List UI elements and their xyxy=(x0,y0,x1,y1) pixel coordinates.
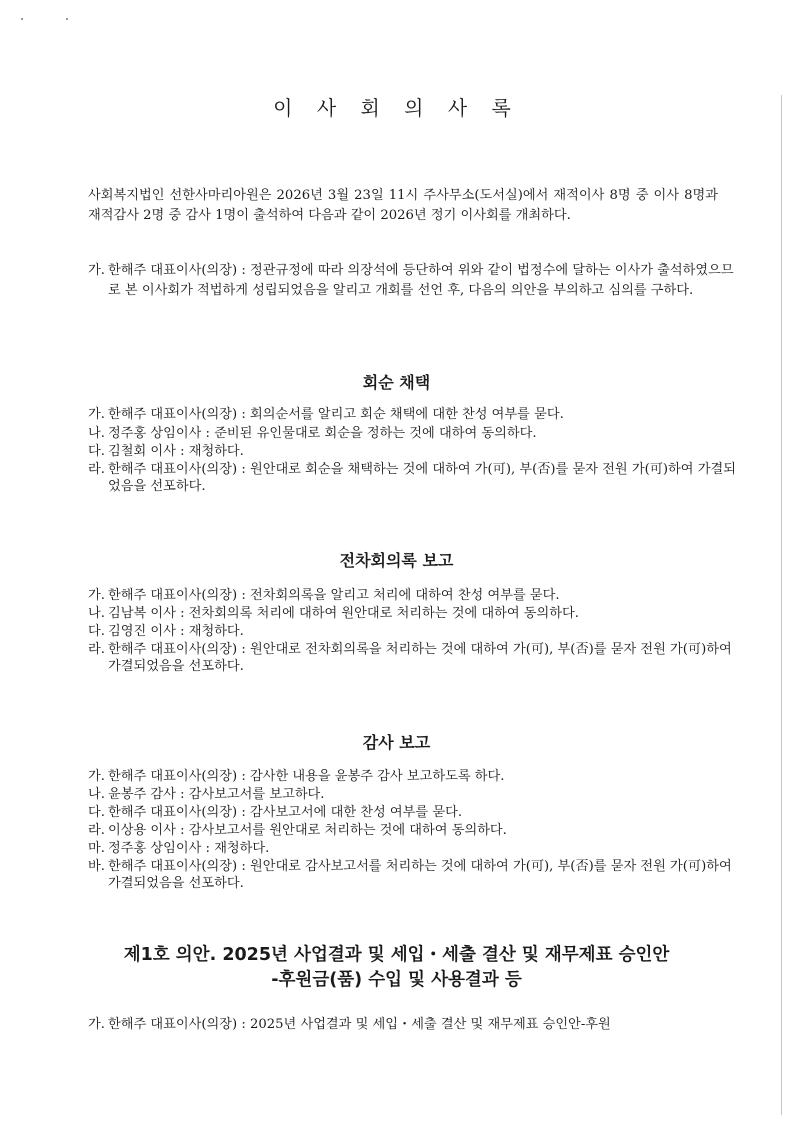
item-marker: 나. xyxy=(88,606,105,621)
item-marker: 라. xyxy=(88,462,105,477)
item-marker: 가. xyxy=(88,263,105,278)
item-marker: 나. xyxy=(88,426,105,441)
item-text: 한해주 대표이사(의장) : 원안대로 전차회의록을 처리하는 것에 대하여 가(可), 부(否)를 묻자 전원 가(可)하여 가결되었음을 선포하다. xyxy=(108,642,732,674)
item-text: 김철회 이사 : 재청하다. xyxy=(108,444,244,459)
list-item xyxy=(88,768,738,785)
list-item xyxy=(88,623,738,640)
intro-paragraph: 사회복지법인 선한사마리아원은 2026년 3월 23일 11시 주사무소(도서실)에서 재적이사 8명 중 이사 8명과 재적감사 2명 중 감사 1명이 출석하여 다음과 같이 2026년 정기 이사회를 개최하다. xyxy=(88,188,718,223)
item-text: 정주홍 상임이사 : 준비된 유인물대로 회순을 정하는 것에 대하여 동의하다. xyxy=(108,426,537,441)
list-item xyxy=(88,641,738,675)
item-text: 정주홍 상임이사 : 재청하다. xyxy=(108,841,270,856)
list-item xyxy=(88,443,738,460)
item-text: 한해주 대표이사(의장) : 감사보고서에 대한 찬성 여부를 묻다. xyxy=(108,805,463,820)
opening-item xyxy=(88,261,738,301)
item-marker: 나. xyxy=(88,787,105,802)
scan-dot xyxy=(66,18,68,20)
item-marker: 라. xyxy=(88,642,105,657)
list-item xyxy=(88,804,738,821)
item-marker: 가. xyxy=(88,1017,105,1032)
list-item xyxy=(88,461,738,495)
item-marker: 라. xyxy=(88,823,105,838)
list-item xyxy=(88,605,738,622)
list-item xyxy=(88,786,738,803)
agenda-heading-line1: 제1호 의안. 2025년 사업결과 및 세입・세출 결산 및 재무제표 승인안 xyxy=(123,945,670,965)
item-marker: 다. xyxy=(88,444,105,459)
list-item xyxy=(88,822,738,839)
item-marker: 마. xyxy=(88,841,105,856)
item-text: 한해주 대표이사(의장) : 원안대로 회순을 채택하는 것에 대하여 가(可), 부(否)를 묻자 전원 가(可)하여 가결되었음을 선포하다. xyxy=(108,462,736,494)
scan-dot xyxy=(21,18,23,20)
item-text: 한해주 대표이사(의장) : 2025년 사업결과 및 세입・세출 결산 및 재무제표 승인안-후원 xyxy=(108,1017,611,1032)
list-item xyxy=(88,1016,738,1033)
list-item xyxy=(88,858,738,892)
item-marker: 가. xyxy=(88,407,105,422)
list-item xyxy=(88,587,738,604)
item-text: 한해주 대표이사(의장) : 원안대로 감사보고서를 처리하는 것에 대하여 가(可), 부(否)를 묻자 전원 가(可)하여 가결되었음을 선포하다. xyxy=(108,859,732,891)
section-heading: 회순 채택 xyxy=(362,373,431,392)
item-marker: 가. xyxy=(88,588,105,603)
item-text: 한해주 대표이사(의장) : 감사한 내용을 윤봉주 감사 보고하도록 하다. xyxy=(108,769,505,784)
section-heading: 전차회의록 보고 xyxy=(339,551,454,570)
item-text: 김영진 이사 : 재청하다. xyxy=(108,624,244,639)
item-marker: 가. xyxy=(88,769,105,784)
agenda-heading-line2: -후원금(품) 수입 및 사용결과 등 xyxy=(271,970,522,990)
list-item xyxy=(88,425,738,442)
list-item xyxy=(88,840,738,857)
item-text: 한해주 대표이사(의장) : 전차회의록을 알리고 처리에 대하여 찬성 여부를 묻다. xyxy=(108,588,560,603)
document-title: 이 사 회 의 사 록 xyxy=(273,96,520,120)
section-heading: 감사 보고 xyxy=(362,733,431,752)
item-marker: 다. xyxy=(88,624,105,639)
list-item xyxy=(88,406,738,423)
item-text: 한해주 대표이사(의장) : 회의순서를 알리고 회순 채택에 대한 찬성 여부를 묻다. xyxy=(108,407,564,422)
item-text: 한해주 대표이사(의장) : 정관규정에 따라 의장석에 등단하여 위와 같이 법정수에 달하는 이사가 출석하였으므로 본 이사회가 적법하게 성립되었음을 알리고 개회를 선언 후, 다음의 의안을 부의하고 심의를 구하다. xyxy=(108,263,734,298)
item-text: 윤봉주 감사 : 감사보고서를 보고하다. xyxy=(108,787,325,802)
item-marker: 바. xyxy=(88,859,105,874)
item-text: 김남복 이사 : 전차회의록 처리에 대하여 원안대로 처리하는 것에 대하여 동의하다. xyxy=(108,606,579,621)
item-text: 이상용 이사 : 감사보고서를 원안대로 처리하는 것에 대하여 동의하다. xyxy=(108,823,507,838)
item-marker: 다. xyxy=(88,805,105,820)
